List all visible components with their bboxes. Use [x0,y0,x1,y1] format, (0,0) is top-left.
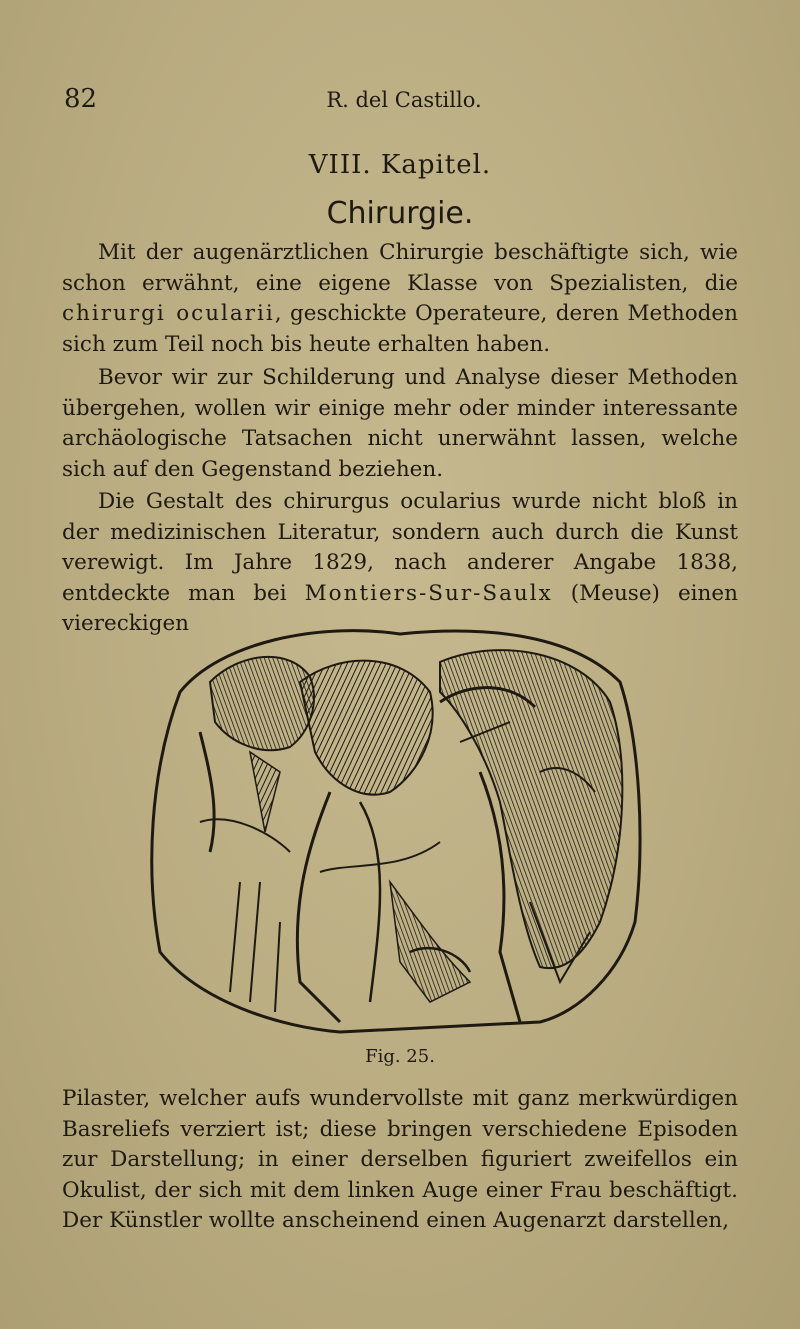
paragraph-3-text-b: (Meuse) einen viereckigen [62,580,738,636]
paragraph-3 [62,487,738,640]
section-title: Chirurgie. [326,196,474,231]
paragraph-2 [62,363,738,485]
paragraph-3-spaced-place: Montiers-Sur-Saulx [304,580,553,606]
paragraph-4 [62,1084,738,1237]
paragraph-1-text-a: Mit der augenärztlichen Chirurgie beschäftigte sich, wie schon erwähnt, eine eigene Klasse von Spezialisten, die [62,240,738,296]
page-header [64,84,744,120]
figure-caption: Fig. 25. [365,1046,435,1067]
paragraph-1 [62,238,738,360]
page-number: 82 [64,84,98,114]
running-head: R. del Castillo. [326,88,482,112]
paragraph-2-text: Bevor wir zur Schilderung und Analyse dieser Methoden übergehen, wollen wir einige mehr oder minder interessante archäologische Tatsachen nicht unerwähnt lassen, welche sich auf den Gegenstand beziehen. [62,365,738,482]
paragraph-3-text-a: Die Gestalt des chirurgus ocularius wurde nicht bloß in der medizinischen Literatur, sondern auch durch die Kunst verewigt. Im Jahre 1829, nach anderer Angabe 1838, entdeckte man bei [62,489,738,606]
paragraph-1-text-b: , geschickte Operateure, deren Methoden sich zum Teil noch bis heute erhalten haben. [62,301,738,357]
paragraph-4-text: Pilaster, welcher aufs wundervollste mit ganz merkwürdigen Basreliefs verziert ist; diese bringen verschiedene Episoden zur Darstellung; in einer derselben figuriert zweifellos ein Okulist, der sich mit dem linken Auge einer Frau beschäftigt. Der Künstler wollte anscheinend einen Augenarzt darstellen, [62,1086,738,1233]
chapter-heading: VIII. Kapitel. [308,150,492,180]
bas-relief-engraving [140,622,660,1042]
paragraph-1-spaced-term: chirurgi ocularii [62,301,275,326]
bas-relief-figure [140,622,660,1042]
